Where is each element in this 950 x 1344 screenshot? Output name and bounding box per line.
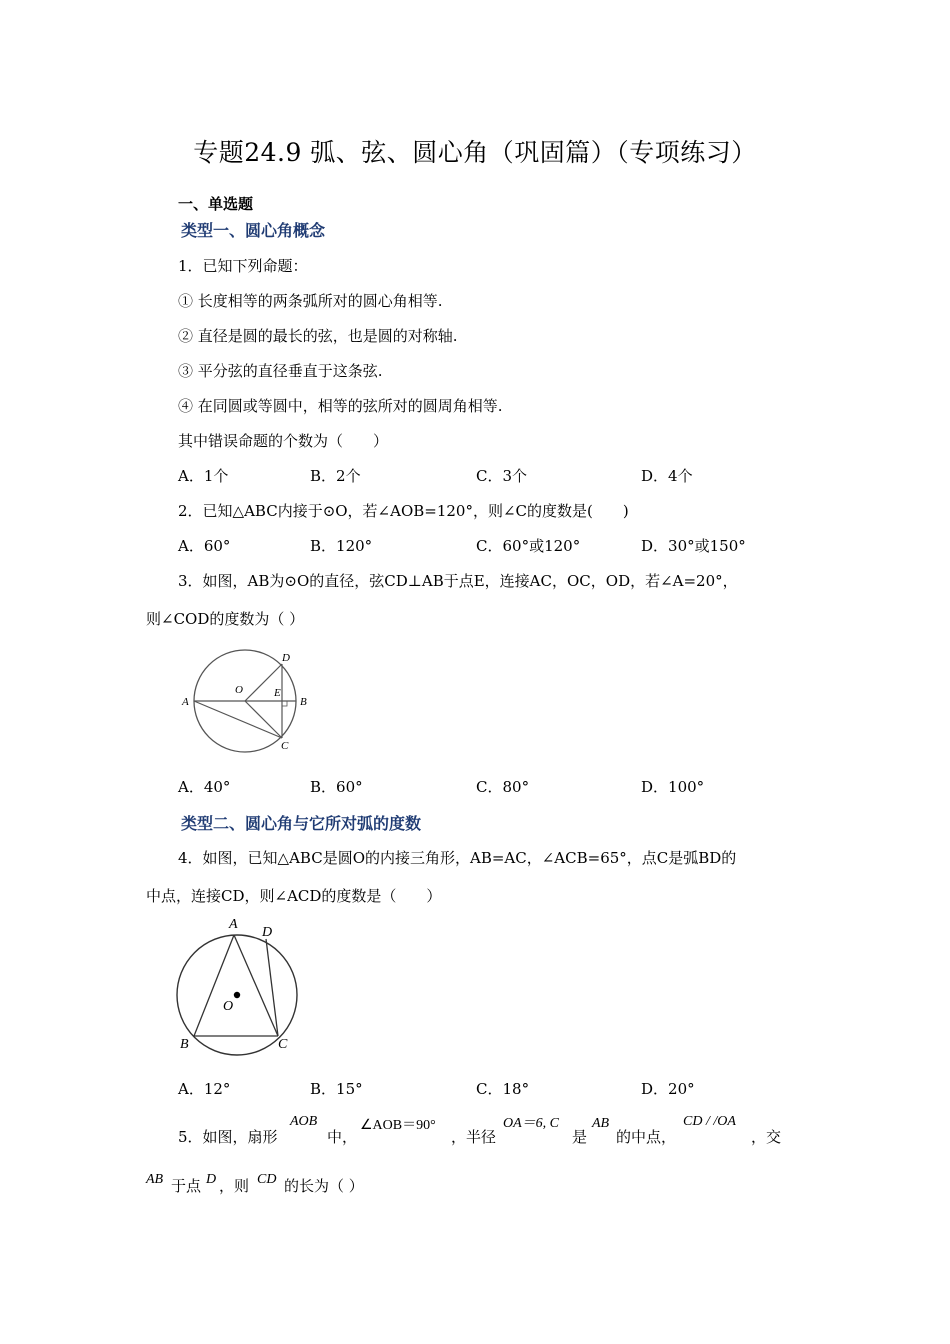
q1-option-b: B．2个: [310, 467, 361, 485]
q2-option-d: D．30°或150°: [641, 537, 746, 555]
q2-option-b: B．120°: [310, 537, 373, 555]
q5-seg: CD: [257, 1172, 277, 1187]
section-heading: 一、单选题: [178, 195, 254, 213]
q3-option-b: B．60°: [310, 778, 363, 796]
q1-option-d: D．4个: [641, 467, 693, 485]
q4-line-1: 4．如图，已知△ABC是圆O的内接三角形，AB=AC，∠ACB=65°，点C是弧BD的: [178, 849, 737, 867]
q1-item-4: ④ 在同圆或等圆中，相等的弦所对的圆周角相等.: [178, 397, 503, 415]
q1-option-a: A．1个: [178, 467, 229, 485]
q3-line-1: 3．如图，AB为⊙O的直径，弦CD⊥AB于点E，连接AC，OC，OD，若∠A=20°，: [178, 572, 738, 590]
q3-label-e: E: [274, 687, 281, 699]
q5-line2-text-2: ，则: [219, 1177, 250, 1195]
q4-option-d: D．20°: [641, 1080, 695, 1098]
q5-text-4: 的中点，: [616, 1128, 677, 1146]
q4-label-d: D: [262, 925, 273, 940]
q2-stem: 2．已知△ABC内接于⊙O，若∠AOB=120°，则∠C的度数是( ): [178, 502, 629, 520]
q4-label-o: O: [223, 999, 234, 1014]
q4-option-b: B．15°: [310, 1080, 363, 1098]
q3-label-b: B: [300, 696, 307, 708]
q4-figure: [170, 915, 310, 1060]
q3-figure: [178, 645, 318, 755]
q5-line2-text-3: 的长为（ ）: [284, 1177, 364, 1195]
q5-point: D: [206, 1172, 217, 1187]
q5-line2-ab: AB: [146, 1172, 164, 1187]
q2-option-c: C．60°或120°: [476, 537, 581, 555]
q4-label-a: A: [229, 917, 238, 932]
q1-item-1: ① 长度相等的两条弧所对的圆心角相等.: [178, 292, 443, 310]
q5-sector: AOB: [290, 1114, 318, 1129]
q5-prefix: 5．如图，扇形: [178, 1128, 278, 1146]
type-heading-1: 类型一、圆心角概念: [181, 221, 326, 240]
q4-label-c: C: [278, 1037, 288, 1052]
q4-line-2: 中点，连接CD，则∠ACD的度数是（ ）: [146, 887, 442, 905]
q5-text-1: 中，: [327, 1128, 358, 1146]
q4-option-a: A．12°: [178, 1080, 231, 1098]
q3-option-d: D．100°: [641, 778, 705, 796]
q5-parallel: CD / /OA: [683, 1114, 736, 1129]
q3-label-a: A: [182, 696, 189, 708]
q4-label-b: B: [180, 1037, 189, 1052]
q1-stem: 1．已知下列命题：: [178, 257, 308, 275]
type-heading-2: 类型二、圆心角与它所对弧的度数: [181, 814, 422, 833]
q4-option-c: C．18°: [476, 1080, 530, 1098]
q1-item-3: ③ 平分弦的直径垂直于这条弦.: [178, 362, 383, 380]
q1-ask: 其中错误命题的个数为（ ）: [178, 432, 389, 450]
q5-text-3: 是: [572, 1128, 588, 1146]
q5-angle: ∠AOB＝90°: [360, 1118, 436, 1133]
q5-radius: OA＝6, C: [503, 1116, 559, 1131]
q5-arc: AB: [592, 1116, 610, 1131]
q3-option-c: C．80°: [476, 778, 530, 796]
q3-label-c: C: [281, 740, 289, 752]
q1-item-2: ② 直径是圆的最长的弦，也是圆的对称轴.: [178, 327, 458, 345]
q3-option-a: A．40°: [178, 778, 231, 796]
page-title: 专题24.9 弧、弦、圆心角（巩固篇）（专项练习）: [193, 138, 757, 167]
q3-line-2: 则∠COD的度数为（ ）: [146, 610, 305, 628]
q1-option-c: C．3个: [476, 467, 528, 485]
q5-text-2: ，半径: [451, 1128, 497, 1146]
q3-label-d: D: [282, 652, 290, 664]
q5-text-5: ，交: [751, 1128, 782, 1146]
q2-option-a: A．60°: [178, 537, 231, 555]
q5-line2-text-1: 于点: [171, 1177, 202, 1195]
q3-label-o: O: [235, 684, 243, 696]
